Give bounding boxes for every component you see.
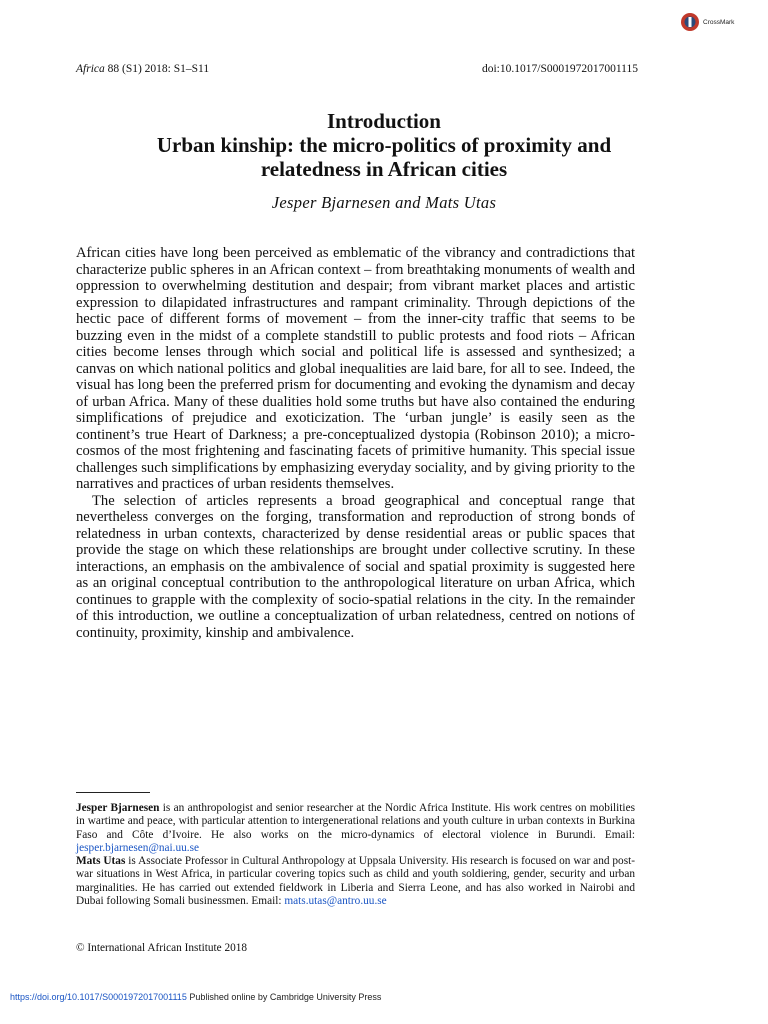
title-line: relatedness in African cities bbox=[260, 157, 508, 181]
title-line: Introduction bbox=[327, 109, 441, 133]
crossmark-label: CrossMark bbox=[703, 18, 735, 26]
article-doi: doi:10.1017/S0001972017001115 bbox=[481, 63, 638, 75]
footnote bbox=[76, 802, 635, 855]
footnote-text: is Associate Professor in Cultural Anthropology at Uppsala University. His research is focused on war and post-war situations in West Africa, in particular covering topics such as child and youth soldiering, gender, security and urban marginalities. He has carried out extended fieldwork in Liberia and Sierra Leone, and has also worked in Nairobi and Dubai following Somali businessmen. Email: bbox=[76, 855, 635, 908]
footnote-author-name: Mats Utas bbox=[76, 855, 126, 868]
footnote bbox=[76, 855, 635, 908]
body-paragraph: African cities have long been perceived as emblematic of the vibrancy and contradictions that characterize public spheres in an African context – from breathtaking monuments of wealth and oppression to overwhelming destitution and despair; from vibrant market places and artistic expression to dilapidated infrastructures and rampant criminality. Through depictions of the hectic pace of different forms of movement – from the inner-city traffic that seems to be buzzing even in the midst of a complete standstill to public protests and food riots – African cities become lenses through which social and political life is assessed and synthesized; a canvas on which national politics and global inequalities are laid bare, for all to see. Indeed, the visual has long been the preferred prism for documenting and evoking the dynamism and decay of urban Africa. Many of these dualities hold some truths but have also contained the enduring simplifications of prejudice and exoticization. The ‘urban jungle’ is easily seen as the continent’s true Heart of Darkness; a pre-conceptualized dystopia (Robinson 2010); a micro-cosmos of the most frightening and fascinating facets of primitive humanity. This special issue challenges such simplifications by emphasizing everyday sociality, and by giving priority to the narratives and practices of urban residents themselves. bbox=[76, 245, 635, 492]
running-head bbox=[76, 63, 638, 75]
body-paragraph: The selection of articles represents a broad geographical and conceptual range that nevertheless converges on the forging, transformation and reproduction of strong bonds of relatedness in urban contexts, characterized by dense residential areas or public spaces that provide the stage on which these relationships are brought under collective scrutiny. In these interactions, an emphasis on the ambivalence of social and spatial proximity is suggested here as an original conceptual contribution to the anthropological literature on urban Africa, which continues to grapple with the complexity of socio-spatial relations in the city. In the remainder of this introduction, we outline a conceptualization of urban relatedness, centred on notions of continuity, proximity, kinship and ambivalence. bbox=[76, 492, 635, 641]
publisher-bar bbox=[10, 992, 381, 1002]
footnote-author-name: Jesper Bjarnesen bbox=[76, 802, 160, 814]
email-link[interactable]: mats.utas@antro.uu.se bbox=[284, 895, 387, 908]
title-line: Urban kinship: the micro-politics of proximity and bbox=[156, 133, 612, 157]
copyright-notice: © International African Institute 2018 bbox=[76, 942, 248, 954]
author-footnotes bbox=[76, 802, 635, 908]
crossmark-icon bbox=[680, 12, 700, 32]
journal-name: Africa bbox=[76, 63, 105, 75]
footnote-divider bbox=[76, 792, 150, 793]
journal-citation bbox=[76, 63, 209, 75]
article-body bbox=[76, 245, 635, 641]
article-authors: Jesper Bjarnesen and Mats Utas bbox=[271, 193, 497, 212]
published-note: Published online by Cambridge University Press bbox=[186, 992, 382, 1002]
crossmark-badge[interactable] bbox=[680, 12, 734, 32]
footnote-text: is an anthropologist and senior researcher at the Nordic Africa Institute. His work centres on mobilities in wartime and peace, with particular attention to intergenerational relations and youth culture in urban contexts in Burkina Faso and Côte d’Ivoire. He also works on the micro-dynamics of electoral violence in Burundi. Email: bbox=[76, 802, 635, 841]
citation-details: 88 (S1) 2018: S1–S11 bbox=[104, 63, 210, 75]
title-block bbox=[60, 109, 708, 213]
article-title bbox=[60, 109, 708, 181]
email-link[interactable]: jesper.bjarnesen@nai.uu.se bbox=[76, 841, 200, 854]
doi-link[interactable]: https://doi.org/10.1017/S0001972017001115 bbox=[10, 992, 187, 1002]
